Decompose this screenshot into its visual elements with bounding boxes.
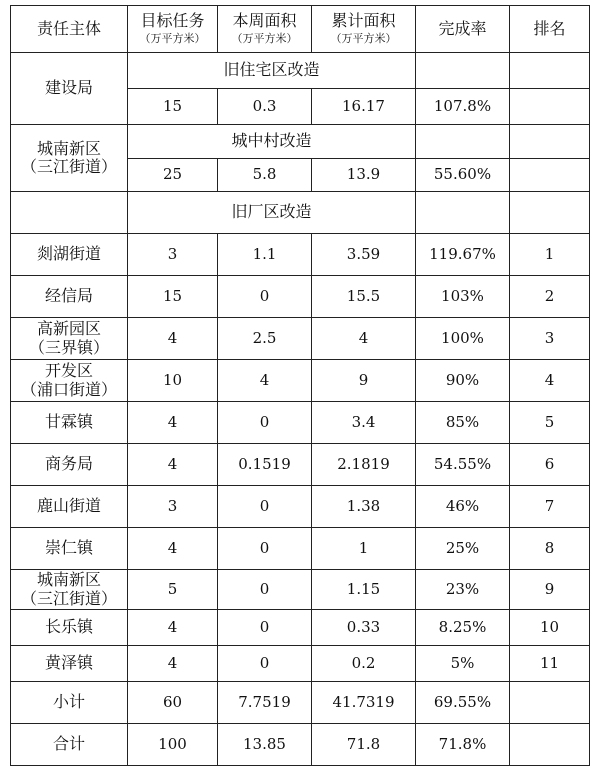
week-cell: 0.1519 <box>218 444 312 486</box>
empty-cell <box>416 192 510 234</box>
progress-table <box>10 5 590 766</box>
total-cell: 3.59 <box>312 234 416 276</box>
section-title: 旧厂区改造 <box>128 192 416 234</box>
rate-cell: 25% <box>416 528 510 570</box>
target-cell: 15 <box>128 89 218 125</box>
week-cell: 0 <box>218 570 312 610</box>
rank-cell: 10 <box>510 610 590 646</box>
target-cell: 4 <box>128 444 218 486</box>
total-cell: 1 <box>312 528 416 570</box>
total-cell: 0.2 <box>312 646 416 682</box>
target-cell: 15 <box>128 276 218 318</box>
rank-cell: 4 <box>510 360 590 402</box>
week-cell: 0 <box>218 528 312 570</box>
entity-cell: 剡湖街道 <box>11 234 128 276</box>
target-cell: 5 <box>128 570 218 610</box>
week-cell: 0 <box>218 276 312 318</box>
empty-cell <box>510 125 590 159</box>
grandtotal-row <box>11 724 590 766</box>
week-cell: 0.3 <box>218 89 312 125</box>
rate-cell: 55.60% <box>416 159 510 192</box>
header-row <box>11 6 590 53</box>
rate-cell: 85% <box>416 402 510 444</box>
rate-cell: 107.8% <box>416 89 510 125</box>
rate-cell: 8.25% <box>416 610 510 646</box>
entity-cell: 长乐镇 <box>11 610 128 646</box>
rate-cell: 103% <box>416 276 510 318</box>
rank-cell: 6 <box>510 444 590 486</box>
header-rate: 完成率 <box>416 6 510 53</box>
target-cell: 4 <box>128 610 218 646</box>
total-cell: 41.7319 <box>312 682 416 724</box>
table-row <box>11 402 590 444</box>
section-title: 旧住宅区改造 <box>128 53 416 89</box>
unit-label: （万平方米） <box>330 31 397 45</box>
week-cell: 0 <box>218 646 312 682</box>
section-title: 城中村改造 <box>128 125 416 159</box>
rate-cell: 90% <box>416 360 510 402</box>
entity-cell: 商务局 <box>11 444 128 486</box>
rank-cell: 2 <box>510 276 590 318</box>
table-row <box>11 646 590 682</box>
total-cell: 1.38 <box>312 486 416 528</box>
rate-cell: 100% <box>416 318 510 360</box>
total-cell: 2.1819 <box>312 444 416 486</box>
table-row <box>11 444 590 486</box>
total-cell: 13.9 <box>312 159 416 192</box>
header-entity: 责任主体 <box>11 6 128 53</box>
table-row <box>11 276 590 318</box>
week-cell: 2.5 <box>218 318 312 360</box>
rank-cell <box>510 724 590 766</box>
week-cell: 4 <box>218 360 312 402</box>
entity-cell: 城南新区 （三江街道） <box>11 125 128 192</box>
rank-cell: 11 <box>510 646 590 682</box>
rank-cell <box>510 89 590 125</box>
table-row <box>11 528 590 570</box>
total-cell: 71.8 <box>312 724 416 766</box>
entity-cell: 经信局 <box>11 276 128 318</box>
total-cell: 3.4 <box>312 402 416 444</box>
week-cell: 1.1 <box>218 234 312 276</box>
target-cell: 4 <box>128 402 218 444</box>
rank-cell: 5 <box>510 402 590 444</box>
entity-cell: 开发区 （浦口街道） <box>11 360 128 402</box>
target-cell: 4 <box>128 318 218 360</box>
rank-cell: 1 <box>510 234 590 276</box>
empty-cell <box>510 53 590 89</box>
rank-cell <box>510 159 590 192</box>
week-cell: 7.7519 <box>218 682 312 724</box>
rate-cell: 69.55% <box>416 682 510 724</box>
total-cell: 4 <box>312 318 416 360</box>
header-target: 目标任务 （万平方米） <box>128 6 218 53</box>
rank-cell: 3 <box>510 318 590 360</box>
entity-cell: 城南新区 （三江街道） <box>11 570 128 610</box>
week-cell: 0 <box>218 402 312 444</box>
entity-cell: 高新园区 （三界镇） <box>11 318 128 360</box>
section-row <box>11 192 590 234</box>
rank-cell <box>510 682 590 724</box>
table-row <box>11 570 590 610</box>
target-cell: 100 <box>128 724 218 766</box>
unit-label: （万平方米） <box>139 31 206 45</box>
rate-cell: 71.8% <box>416 724 510 766</box>
header-week-area: 本周面积 （万平方米） <box>218 6 312 53</box>
unit-label: （万平方米） <box>231 31 298 45</box>
target-cell: 3 <box>128 486 218 528</box>
rate-cell: 46% <box>416 486 510 528</box>
empty-cell <box>416 125 510 159</box>
table-row <box>11 318 590 360</box>
rank-cell: 7 <box>510 486 590 528</box>
subtotal-row <box>11 682 590 724</box>
rate-cell: 5% <box>416 646 510 682</box>
table-row <box>11 486 590 528</box>
header-total-area: 累计面积 （万平方米） <box>312 6 416 53</box>
empty-cell <box>416 53 510 89</box>
target-cell: 4 <box>128 528 218 570</box>
entity-cell: 崇仁镇 <box>11 528 128 570</box>
target-cell: 60 <box>128 682 218 724</box>
rank-cell: 8 <box>510 528 590 570</box>
target-cell: 4 <box>128 646 218 682</box>
rate-cell: 23% <box>416 570 510 610</box>
section-row <box>11 125 590 159</box>
week-cell: 13.85 <box>218 724 312 766</box>
target-cell: 10 <box>128 360 218 402</box>
subtotal-label: 小计 <box>11 682 128 724</box>
entity-cell: 甘霖镇 <box>11 402 128 444</box>
target-cell: 3 <box>128 234 218 276</box>
section-row <box>11 53 590 89</box>
total-cell: 1.15 <box>312 570 416 610</box>
week-cell: 0 <box>218 610 312 646</box>
rank-cell: 9 <box>510 570 590 610</box>
week-cell: 0 <box>218 486 312 528</box>
header-rank: 排名 <box>510 6 590 53</box>
table-row <box>11 610 590 646</box>
table-row <box>11 360 590 402</box>
total-cell: 9 <box>312 360 416 402</box>
total-cell: 15.5 <box>312 276 416 318</box>
total-cell: 0.33 <box>312 610 416 646</box>
empty-cell <box>510 192 590 234</box>
rate-cell: 119.67% <box>416 234 510 276</box>
entity-cell: 黄泽镇 <box>11 646 128 682</box>
week-cell: 5.8 <box>218 159 312 192</box>
empty-cell <box>11 192 128 234</box>
table-row <box>11 234 590 276</box>
grandtotal-label: 合计 <box>11 724 128 766</box>
entity-cell: 鹿山街道 <box>11 486 128 528</box>
rate-cell: 54.55% <box>416 444 510 486</box>
total-cell: 16.17 <box>312 89 416 125</box>
target-cell: 25 <box>128 159 218 192</box>
entity-cell: 建设局 <box>11 53 128 125</box>
